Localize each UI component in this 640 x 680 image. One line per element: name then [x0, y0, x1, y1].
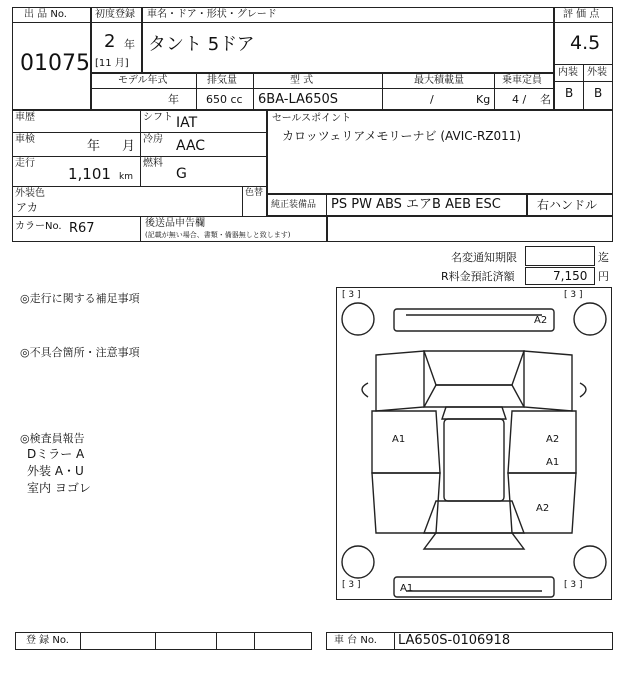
damage-mark-right: A2: [546, 434, 560, 445]
defects-notes-label: ◎不具合箇所・注意事項: [20, 346, 140, 359]
shift-value: IAT: [176, 115, 198, 131]
displacement: 650 cc: [206, 93, 243, 106]
mileage-unit: km: [119, 172, 133, 182]
damage-mark-bottom: A1: [400, 583, 414, 594]
interior-grade-label: 内装: [558, 67, 578, 78]
driving-notes-label: ◎走行に関する補足事項: [20, 292, 140, 305]
model-code: 6BA-LA650S: [258, 92, 338, 107]
lot-number-label: 出 品 No.: [24, 9, 67, 20]
inspection-month: 月: [122, 139, 136, 154]
history-label: 車歴: [15, 112, 35, 123]
corner-label-bl: [ 3 ]: [342, 580, 361, 590]
retrofit-note: (記載が無い場合、書類・備器無しと致します): [145, 231, 291, 239]
first-reg-label: 初度登録: [95, 9, 135, 20]
equipment-list: PS PW ABS エアB AEB ESC: [331, 197, 501, 212]
model-year-unit: 年: [168, 93, 179, 106]
recycle-fee-value: 7,150: [553, 269, 588, 283]
fuel-value: G: [176, 166, 187, 182]
mileage-label: 走行: [15, 158, 35, 169]
car-name: タント 5ドア: [148, 34, 255, 55]
retrofit-label: 後送品申告欄: [145, 218, 205, 229]
first-reg-year-unit: 年: [124, 38, 135, 51]
registration-number-label: 登 録 No.: [26, 635, 69, 646]
car-damage-diagram: [336, 287, 612, 600]
repaint-label: 色替: [245, 188, 264, 198]
inspection-label: 車検: [15, 134, 35, 145]
inspector-line-mirror: Dミラー A: [27, 447, 85, 461]
corner-label-tl: [ 3 ]: [342, 290, 361, 300]
interior-grade: B: [565, 86, 574, 100]
capacity-label: 乗車定員: [502, 75, 542, 86]
damage-mark-right-rear: A2: [536, 503, 550, 514]
color-no-label: カラーNo.: [15, 221, 62, 232]
load-value: /: [430, 93, 434, 106]
recycle-fee-label: R料金預託済額: [441, 270, 515, 283]
corner-label-tr: [ 3 ]: [564, 290, 583, 300]
model-year-label: モデル年式: [118, 75, 168, 86]
displacement-label: 排気量: [207, 75, 237, 86]
capacity-unit: 名: [540, 93, 551, 106]
damage-mark-left: A1: [392, 434, 406, 445]
inspection-year: 年: [87, 139, 101, 154]
mileage-value: 1,101: [68, 165, 111, 183]
exterior-grade-label: 外装: [587, 67, 607, 78]
color-label: 外装色: [15, 188, 45, 199]
sales-point-label: セールスポイント: [272, 113, 352, 124]
damage-mark-top: A2: [534, 315, 548, 326]
ac-label: 冷房: [143, 134, 163, 145]
transfer-deadline-unit: 迄: [598, 251, 609, 264]
retrofit-extra-cell: [327, 216, 613, 242]
sales-point-text: カロッツェリアメモリーナビ (AVIC-RZ011): [282, 129, 522, 143]
exterior-grade: B: [594, 86, 603, 100]
inspector-line-exterior: 外装 A・U: [27, 464, 84, 478]
inspector-report-label: ◎検査員報告: [20, 432, 85, 445]
car-name-label: 車名・ドア・形状・グレード: [147, 9, 277, 20]
transfer-deadline-box: [525, 246, 595, 266]
shift-label: シフト: [143, 112, 173, 123]
color-value: アカ: [16, 201, 38, 214]
capacity: 4 /: [512, 93, 527, 106]
first-reg-year: 2: [104, 31, 116, 52]
first-reg-month: [11 月]: [95, 58, 129, 69]
inspector-line-interior: 室内 ヨゴレ: [27, 481, 91, 495]
equipment-label: 純正装備品: [271, 200, 317, 210]
damage-mark-right-lower: A1: [546, 457, 560, 468]
recycle-fee-unit: 円: [598, 270, 609, 283]
grade-label: 評 価 点: [563, 9, 600, 20]
corner-label-br: [ 3 ]: [564, 580, 583, 590]
transfer-deadline-label: 名変通知期限: [451, 251, 517, 264]
overall-grade: 4.5: [570, 32, 601, 54]
chassis-number-label: 車 台 No.: [334, 635, 377, 646]
model-label: 型 式: [290, 75, 314, 86]
steering-value: 右ハンドル: [537, 198, 598, 212]
fuel-label: 燃料: [143, 158, 163, 169]
load-label: 最大積載量: [414, 75, 464, 86]
ac-value: AAC: [176, 138, 206, 154]
chassis-number: LA650S-0106918: [398, 633, 511, 648]
load-unit: Kg: [476, 93, 491, 106]
lot-number: 01075: [20, 51, 90, 76]
color-no: R67: [69, 221, 95, 236]
